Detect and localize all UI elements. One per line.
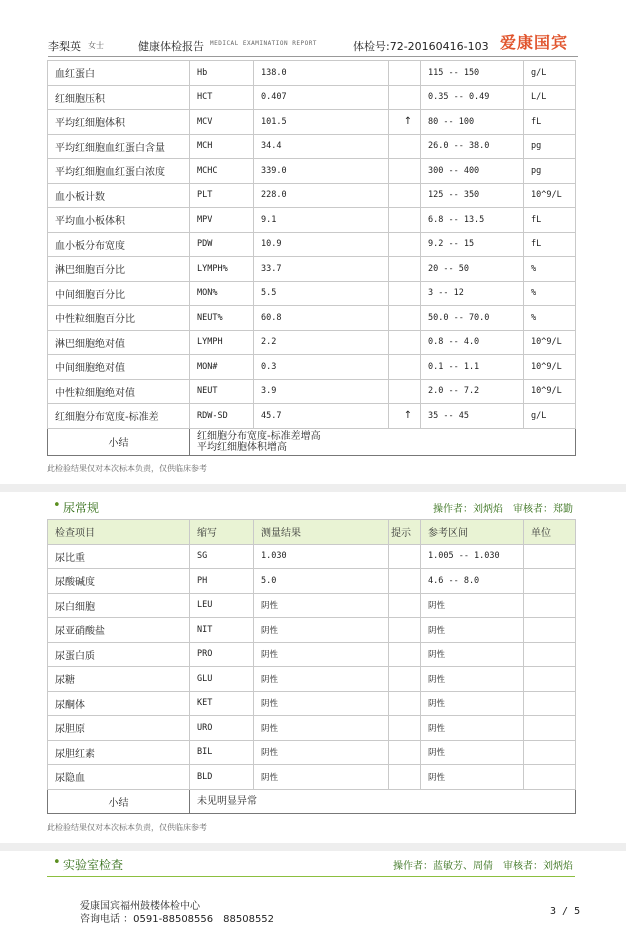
cell-ref: 0.8 -- 4.0: [421, 330, 524, 355]
cell-unit: 10^9/L: [524, 183, 576, 208]
cell-result: 阴性: [254, 618, 389, 643]
cell-unit: [524, 765, 576, 790]
cell-ref: 4.6 -- 8.0: [421, 569, 524, 594]
cell-ref: 80 -- 100: [421, 110, 524, 135]
cell-result: 10.9: [254, 232, 389, 257]
cell-name: 尿糖: [48, 667, 190, 692]
blood-results-table: [47, 60, 576, 456]
cell-result: 阴性: [254, 716, 389, 741]
cell-flag: [389, 257, 421, 282]
cell-flag: [389, 159, 421, 184]
section-operators: 操作者：蓝敏芳、周倩 审核者：刘炳焰: [393, 861, 573, 872]
cell-unit: [524, 642, 576, 667]
cell-result: 33.7: [254, 257, 389, 282]
cell-unit: [524, 667, 576, 692]
cell-name: 淋巴细胞百分比: [48, 257, 190, 282]
cell-abbr: BLD: [190, 765, 254, 790]
bullet-icon: •: [53, 855, 61, 870]
cell-flag: [389, 716, 421, 741]
table-row: [48, 232, 576, 257]
cell-name: 中间细胞绝对值: [48, 355, 190, 380]
column-header: 提示: [389, 520, 421, 545]
cell-ref: 阴性: [421, 593, 524, 618]
cell-result: 阴性: [254, 765, 389, 790]
section-divider: [0, 843, 626, 851]
report-footer: [80, 900, 274, 926]
cell-name: 尿酮体: [48, 691, 190, 716]
cell-result: 34.4: [254, 134, 389, 159]
cell-name: 血小板计数: [48, 183, 190, 208]
table-row: [48, 404, 576, 429]
cell-flag: [389, 740, 421, 765]
cell-abbr: LYMPH: [190, 330, 254, 355]
cell-flag: [389, 61, 421, 86]
cell-ref: 0.35 -- 0.49: [421, 85, 524, 110]
cell-name: 红细胞分布宽度-标准差: [48, 404, 190, 429]
table-row: [48, 716, 576, 741]
cell-unit: [524, 544, 576, 569]
cell-unit: fL: [524, 208, 576, 233]
cell-result: 0.407: [254, 85, 389, 110]
page-number: 3 / 5: [550, 906, 581, 917]
cell-ref: 3 -- 12: [421, 281, 524, 306]
cell-flag: [389, 691, 421, 716]
cell-ref: 阴性: [421, 691, 524, 716]
cell-flag: [389, 85, 421, 110]
blood-summary-row: [48, 428, 576, 455]
cell-abbr: PRO: [190, 642, 254, 667]
urine-summary-row: [48, 789, 576, 814]
cell-unit: pg: [524, 159, 576, 184]
cell-name: 中性粒细胞百分比: [48, 306, 190, 331]
cell-name: 平均红细胞体积: [48, 110, 190, 135]
cell-unit: pg: [524, 134, 576, 159]
table-row: [48, 569, 576, 594]
table-row: [48, 208, 576, 233]
cell-ref: 300 -- 400: [421, 159, 524, 184]
cell-result: 0.3: [254, 355, 389, 380]
lab-section-title: [47, 854, 575, 877]
cell-flag: [389, 355, 421, 380]
table-row: [48, 183, 576, 208]
summary-line: 红细胞分布宽度-标准差增高: [197, 430, 321, 442]
cell-ref: 125 -- 350: [421, 183, 524, 208]
column-header: 参考区间: [421, 520, 524, 545]
cell-flag: [389, 183, 421, 208]
cell-unit: 10^9/L: [524, 330, 576, 355]
table-row: [48, 691, 576, 716]
table-row: [48, 642, 576, 667]
cell-abbr: PDW: [190, 232, 254, 257]
summary-text: 未见明显异常: [190, 789, 576, 814]
cell-name: 淋巴细胞绝对值: [48, 330, 190, 355]
table-row: [48, 740, 576, 765]
table-row: [48, 618, 576, 643]
cell-name: 尿隐血: [48, 765, 190, 790]
cell-unit: %: [524, 306, 576, 331]
cell-abbr: MCV: [190, 110, 254, 135]
cell-unit: fL: [524, 110, 576, 135]
table-row: [48, 379, 576, 404]
summary-label: 小结: [48, 789, 190, 814]
cell-abbr: URO: [190, 716, 254, 741]
cell-name: 平均红细胞血红蛋白含量: [48, 134, 190, 159]
section-name: 尿常规: [63, 501, 100, 515]
cell-result: 阴性: [254, 740, 389, 765]
cell-flag: [389, 232, 421, 257]
disclaimer-note: 此检验结果仅对本次标本负责，仅供临床参考: [47, 464, 207, 473]
cell-abbr: PH: [190, 569, 254, 594]
cell-result: 101.5: [254, 110, 389, 135]
cell-unit: fL: [524, 232, 576, 257]
cell-result: 1.030: [254, 544, 389, 569]
cell-name: 尿酸碱度: [48, 569, 190, 594]
cell-result: 60.8: [254, 306, 389, 331]
cell-unit: 10^9/L: [524, 379, 576, 404]
table-row: [48, 134, 576, 159]
cell-abbr: LEU: [190, 593, 254, 618]
cell-abbr: KET: [190, 691, 254, 716]
cell-name: 血红蛋白: [48, 61, 190, 86]
cell-name: 平均红细胞血红蛋白浓度: [48, 159, 190, 184]
cell-abbr: MON#: [190, 355, 254, 380]
section-divider: [0, 484, 626, 492]
brand-logo: 爱康国宾: [500, 33, 569, 52]
cell-unit: %: [524, 281, 576, 306]
cell-result: 2.2: [254, 330, 389, 355]
cell-ref: 阴性: [421, 642, 524, 667]
table-row: [48, 544, 576, 569]
cell-result: 阴性: [254, 667, 389, 692]
table-header-row: [48, 520, 576, 545]
cell-abbr: PLT: [190, 183, 254, 208]
table-row: [48, 110, 576, 135]
report-title-en: MEDICAL EXAMINATION REPORT: [210, 40, 317, 47]
column-header: 检查项目: [48, 520, 190, 545]
cell-abbr: MCH: [190, 134, 254, 159]
cell-unit: [524, 618, 576, 643]
column-header: 缩写: [190, 520, 254, 545]
cell-name: 血小板分布宽度: [48, 232, 190, 257]
cell-flag: [389, 569, 421, 594]
cell-flag: [389, 618, 421, 643]
cell-name: 中间细胞百分比: [48, 281, 190, 306]
exam-number: 体检号:72-20160416-103: [353, 40, 489, 53]
cell-result: 3.9: [254, 379, 389, 404]
cell-ref: 1.005 -- 1.030: [421, 544, 524, 569]
cell-result: 138.0: [254, 61, 389, 86]
cell-ref: 35 -- 45: [421, 404, 524, 429]
cell-result: 339.0: [254, 159, 389, 184]
cell-unit: g/L: [524, 404, 576, 429]
cell-result: 5.5: [254, 281, 389, 306]
cell-flag: [389, 667, 421, 692]
disclaimer-note: 此检验结果仅对本次标本负责，仅供临床参考: [47, 823, 207, 832]
cell-unit: [524, 569, 576, 594]
cell-result: 阴性: [254, 691, 389, 716]
patient-name: 李梨英: [48, 40, 81, 53]
cell-unit: [524, 593, 576, 618]
table-row: [48, 667, 576, 692]
summary-label: 小结: [48, 428, 190, 455]
cell-flag: [389, 593, 421, 618]
cell-ref: 20 -- 50: [421, 257, 524, 282]
cell-ref: 2.0 -- 7.2: [421, 379, 524, 404]
cell-unit: [524, 716, 576, 741]
table-row: [48, 281, 576, 306]
cell-flag: [389, 281, 421, 306]
cell-abbr: SG: [190, 544, 254, 569]
cell-name: 尿比重: [48, 544, 190, 569]
table-row: [48, 85, 576, 110]
cell-flag: [389, 765, 421, 790]
table-row: [48, 257, 576, 282]
cell-abbr: Hb: [190, 61, 254, 86]
cell-flag: [389, 544, 421, 569]
contact-phone: 咨询电话 ：0591-88508556 88508552: [80, 914, 275, 925]
cell-flag: [389, 208, 421, 233]
report-header: [48, 34, 578, 57]
cell-flag: [389, 134, 421, 159]
cell-ref: 阴性: [421, 667, 524, 692]
table-row: [48, 765, 576, 790]
table-row: [48, 355, 576, 380]
patient-sex: 女士: [88, 41, 104, 50]
cell-name: 尿胆原: [48, 716, 190, 741]
section-operators: 操作者：刘炳焰 审核者：郑勤: [433, 504, 573, 515]
cell-abbr: HCT: [190, 85, 254, 110]
cell-flag: ↑: [389, 110, 421, 135]
cell-unit: [524, 740, 576, 765]
cell-flag: [389, 642, 421, 667]
table-row: [48, 61, 576, 86]
cell-abbr: NEUT%: [190, 306, 254, 331]
table-row: [48, 306, 576, 331]
cell-ref: 26.0 -- 38.0: [421, 134, 524, 159]
cell-ref: 6.8 -- 13.5: [421, 208, 524, 233]
cell-name: 尿胆红素: [48, 740, 190, 765]
cell-flag: ↑: [389, 404, 421, 429]
cell-name: 尿白细胞: [48, 593, 190, 618]
column-header: 测量结果: [254, 520, 389, 545]
section-name: 实验室检查: [63, 858, 124, 872]
cell-abbr: MON%: [190, 281, 254, 306]
cell-abbr: MPV: [190, 208, 254, 233]
cell-abbr: GLU: [190, 667, 254, 692]
cell-result: 45.7: [254, 404, 389, 429]
report-title: 健康体检报告: [138, 40, 204, 53]
cell-result: 阴性: [254, 593, 389, 618]
column-header: 单位: [524, 520, 576, 545]
cell-unit: 10^9/L: [524, 355, 576, 380]
cell-ref: 50.0 -- 70.0: [421, 306, 524, 331]
cell-ref: 阴性: [421, 740, 524, 765]
cell-name: 红细胞压积: [48, 85, 190, 110]
bullet-icon: •: [53, 498, 61, 513]
cell-abbr: NIT: [190, 618, 254, 643]
summary-text: [190, 428, 576, 455]
table-row: [48, 159, 576, 184]
cell-unit: L/L: [524, 85, 576, 110]
cell-name: 尿蛋白质: [48, 642, 190, 667]
cell-abbr: RDW-SD: [190, 404, 254, 429]
cell-ref: 阴性: [421, 765, 524, 790]
cell-name: 平均血小板体积: [48, 208, 190, 233]
cell-abbr: NEUT: [190, 379, 254, 404]
cell-result: 阴性: [254, 642, 389, 667]
cell-unit: [524, 691, 576, 716]
table-row: [48, 330, 576, 355]
cell-ref: 115 -- 150: [421, 61, 524, 86]
cell-ref: 0.1 -- 1.1: [421, 355, 524, 380]
cell-result: 9.1: [254, 208, 389, 233]
cell-name: 尿亚硝酸盐: [48, 618, 190, 643]
cell-flag: [389, 379, 421, 404]
cell-abbr: MCHC: [190, 159, 254, 184]
table-row: [48, 593, 576, 618]
cell-ref: 阴性: [421, 716, 524, 741]
cell-unit: %: [524, 257, 576, 282]
center-name: 爱康国宾福州鼓楼体检中心: [80, 901, 200, 912]
cell-flag: [389, 330, 421, 355]
cell-unit: g/L: [524, 61, 576, 86]
cell-result: 5.0: [254, 569, 389, 594]
cell-ref: 9.2 -- 15: [421, 232, 524, 257]
cell-result: 228.0: [254, 183, 389, 208]
urine-section-title: [47, 497, 575, 520]
cell-name: 中性粒细胞绝对值: [48, 379, 190, 404]
cell-abbr: LYMPH%: [190, 257, 254, 282]
cell-flag: [389, 306, 421, 331]
urine-results-table: [47, 519, 576, 814]
summary-line: 平均红细胞体积增高: [197, 441, 287, 453]
cell-abbr: BIL: [190, 740, 254, 765]
cell-ref: 阴性: [421, 618, 524, 643]
